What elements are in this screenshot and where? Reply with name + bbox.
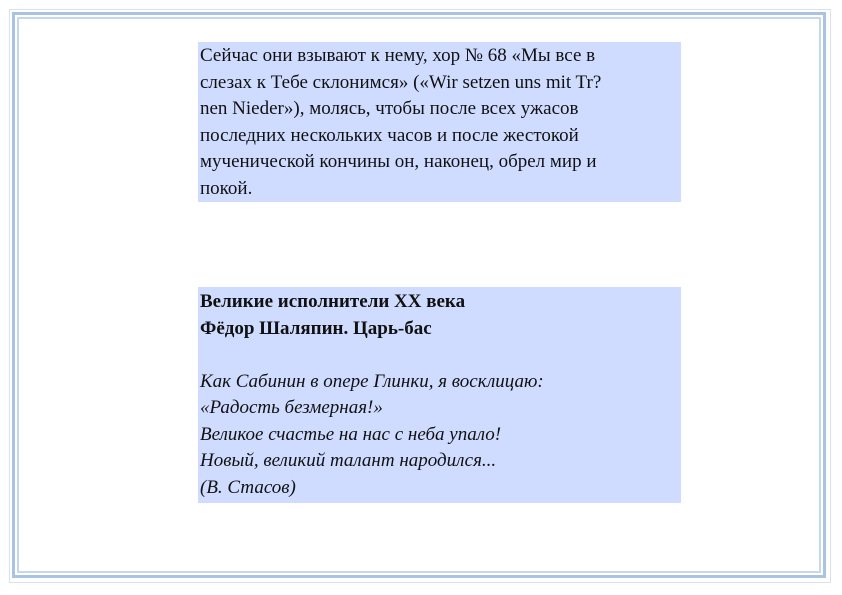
text-line: мученической кончины он, наконец, обрел мир и	[200, 151, 597, 172]
text-line: Сейчас они взывают к нему, хор № 68 «Мы все в	[200, 45, 596, 66]
section-heading: Великие исполнители XX века	[200, 291, 466, 312]
text-block-bottom	[198, 287, 681, 503]
text-line: последних нескольких часов и после жестокой	[200, 124, 579, 146]
text-line: nen Nieder»), молясь, чтобы после всех ужасов	[200, 98, 579, 119]
quote-attribution: (В. Стасов)	[200, 476, 296, 498]
text-line: покой.	[200, 177, 253, 199]
text-line: слезах к Тебе склонимся» («Wir setzen uns mit Tr?	[200, 71, 602, 93]
quote-line: Новый, великий талант народился...	[200, 450, 497, 471]
quote-line: Как Сабинин в опере Глинки, я восклицаю:	[200, 370, 544, 392]
section-subheading: Фёдор Шаляпин. Царь-бас	[200, 317, 432, 339]
text-block-top	[198, 42, 681, 202]
blank-line	[200, 342, 677, 369]
quote-line: «Радость безмерная!»	[200, 397, 383, 418]
quote-line: Великое счастье на нас с неба упало!	[200, 423, 502, 445]
